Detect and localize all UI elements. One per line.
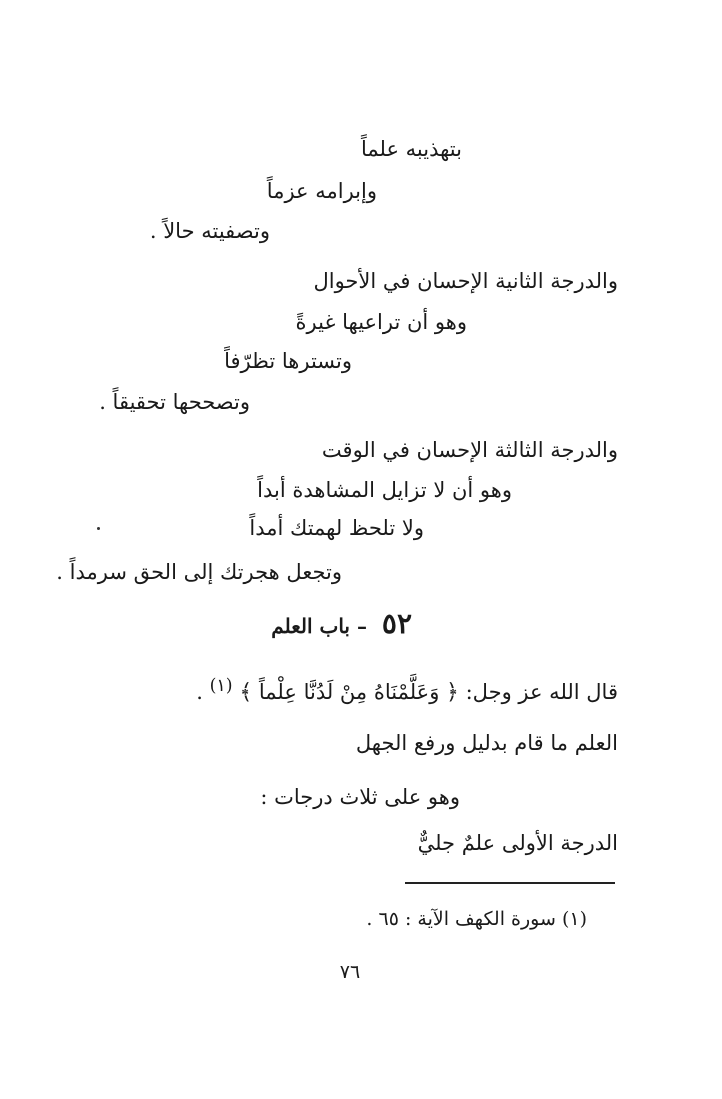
footnote-text: (١) سورة الكهف الآية : ٦٥ . bbox=[366, 908, 587, 930]
chapter-title: باب العلم bbox=[271, 614, 350, 638]
text-line-3: وتصفيته حالاً . bbox=[149, 219, 270, 243]
text-line-12: العلم ما قام بدليل ورفع الجهل bbox=[355, 731, 618, 755]
quran-verse-line bbox=[196, 671, 618, 708]
text-line-8: والدرجة الثالثة الإحسان في الوقت bbox=[321, 438, 618, 462]
page-number: ٧٦ bbox=[339, 961, 361, 983]
text-line-4: والدرجة الثانية الإحسان في الأحوال bbox=[313, 269, 618, 293]
text-line-14: الدرجة الأولى علمٌ جليٌّ bbox=[417, 831, 618, 855]
verse-end-mark: . bbox=[196, 680, 203, 704]
chapter-heading bbox=[271, 609, 412, 641]
text-line-10: ولا تلحظ لهمتك أمداً bbox=[249, 516, 424, 540]
text-line-13: وهو على ثلاث درجات : bbox=[260, 785, 460, 809]
text-line-9: وهو أن لا تزايل المشاهدة أبداً bbox=[257, 478, 512, 502]
footnote-reference: (١) bbox=[209, 676, 233, 696]
text-line-5: وهو أن تراعيها غيرةً bbox=[295, 310, 467, 334]
verse-text: وَعَلَّمْنَاهُ مِنْ لَدُنَّا عِلْماً bbox=[258, 680, 440, 704]
text-line-7: وتصححها تحقيقاً . bbox=[99, 390, 250, 414]
chapter-dash: – bbox=[356, 614, 367, 638]
chapter-number: ٥٢ bbox=[381, 607, 412, 640]
text-line-11: وتجعل هجرتك إلى الحق سرمداً . bbox=[56, 560, 342, 584]
text-line-6: وتسترها تظرّفاً bbox=[224, 349, 352, 373]
text-line-1: بتهذيبه علماً bbox=[360, 137, 462, 161]
verse-close-bracket: ﴾ bbox=[239, 680, 253, 705]
footnote-divider bbox=[405, 882, 615, 884]
ink-speck bbox=[97, 527, 100, 530]
verse-intro: قال الله عز وجل: bbox=[465, 680, 618, 704]
verse-open-bracket: ﴿ bbox=[446, 680, 459, 705]
text-line-2: وإبرامه عزماً bbox=[266, 179, 377, 203]
